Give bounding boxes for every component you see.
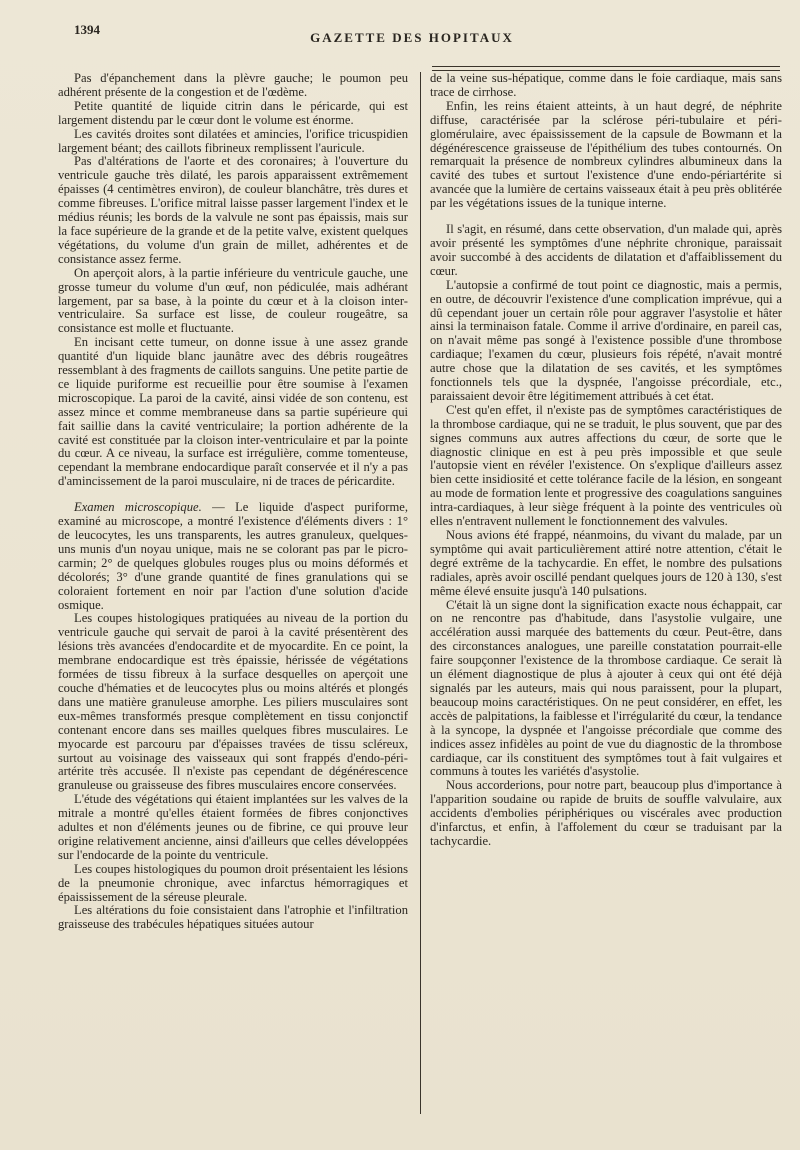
- paragraph-text: — Le liquide d'aspect puriforme, examiné au microscope, a montré l'existence d'éléments divers : 1° de leucocytes, les uns transparents, les autres granuleux, quelques-uns munis d'un noyau unique, mais ne se colorant pas par le picro-carmin; 2° de quelques globules rouges plus ou moins déformés et décolorés; 3° d'une grande quantité de fines granulations qui se coloraient fortement en noir par l'action d'une solution d'acide osmique.: [58, 500, 408, 612]
- paragraph: Petite quantité de liquide citrin dans le péricarde, qui est largement distendu par le cœur dont le volume est énorme.: [58, 98, 408, 127]
- paragraph: de la veine sus-hépatique, comme dans le foie cardiaque, mais sans trace de cirrhose.: [430, 71, 782, 99]
- paragraph: L'autopsie a confirmé de tout point ce diagnostic, mais a permis, en outre, de découvrir l'existence d'une complication imprévue, qui a dû cependant jouer un certain rôle pour aggraver l'asystolie et hâter ainsi la terminaison fatale. Comme il arrive d'ordinaire, en pareil cas, on n'avait même pas songé à l'existence possible d'une thrombose cardiaque; l'examen du cœur, plusieurs fois répété, n'avait montré autre chose que la dilatation de ses cavités, et les symptômes fonctionnels tels que la dyspnée, l'angoisse précordiale, etc., paraissaient devoir être légitimement attribués à cet état.: [430, 277, 782, 403]
- paragraph: On aperçoit alors, à la partie inférieure du ventricule gauche, une grosse tumeur du volume d'un œuf, non pédiculée, mais adhérant largement, par sa base, à la pointe du cœur et à la cloison inter-ventriculaire. Sa surface est lisse, de couleur rougeâtre, sa consistance est molle et fluctuante.: [58, 265, 408, 336]
- paragraph-microscopic-exam: [58, 501, 408, 612]
- paragraph: Nous avions été frappé, néanmoins, du vivant du malade, par un symptôme qui avait particulièrement attiré notre attention, c'était le degré extrême de la tachycardie. En effet, le nombre des pulsations radiales, après avoir oscillé pendant quelques jours de 120 à 130, s'est même élevé ensuite jusqu'à 140 pulsations.: [430, 528, 782, 598]
- paragraph: Enfin, les reins étaient atteints, à un haut degré, de néphrite diffuse, caractérisée par la sclérose péri-tubulaire et péri-glomérulaire, avec épaississement de la capsule de Bowmann et la dégénérescence graisseuse de l'épithélium des tubes contournés. On remarquait la présence de nombreux cylindres albumineux dans la cavité des tubes et surtout l'existence d'une endo-périartérite si avancée que la lumière de certains vaisseaux était à peu près oblitérée par les végétations issues de la tunique interne.: [430, 98, 782, 211]
- header-rule: [432, 66, 780, 67]
- left-column: [58, 72, 408, 932]
- paragraph: Pas d'épanchement dans la plèvre gauche; le poumon peu adhérent présente de la congestion et de l'œdème.: [58, 71, 408, 99]
- paragraph: Les altérations du foie consistaient dans l'atrophie et l'infiltration graisseuse des trabécules hépatiques situées autour: [58, 903, 408, 932]
- paragraph: Il s'agit, en résumé, dans cette observation, d'un malade qui, après avoir présenté les symptômes d'une néphrite chronique, paraissait avoir succombé à des accidents de dilatation et d'affaiblissement du cœur.: [430, 222, 782, 278]
- column-divider: [420, 72, 421, 1114]
- page-number: 1394: [74, 22, 100, 37]
- paragraph: L'étude des végétations qui étaient implantées sur les valves de la mitrale a montré qu'elles étaient formées de fibres conjonctives adultes et non d'éléments jeunes ou de fibrine, ce qui prouve leur origine relativement ancienne, ainsi d'ailleurs que celles développées sur l'endocarde de la pointe du ventricule.: [58, 792, 408, 862]
- right-column: [430, 72, 782, 849]
- page-header: [44, 22, 780, 50]
- paragraph: En incisant cette tumeur, on donne issue à une assez grande quantité d'un liquide blanc jaunâtre avec des débris rougeâtres ressemblant à des fragments de caillots sanguins. Une petite partie de ce liquide puriforme est recueillie pour être soumise à l'examen microscopique. La paroi de la cavité, ainsi vidée de son contenu, est assez mince et comme membraneuse dans sa partie supérieure qui fait saillie dans la cavité ventriculaire; la portion adhérente de la cavité est constituée par la cloison inter-ventriculaire et par la pointe du cœur. A ce niveau, la surface est irrégulière, comme tomenteuse, cependant la membrane endocardique paraît conservée et il n'y a pas d'amincissement de la paroi musculaire, ni de traces de péricardite.: [58, 335, 408, 489]
- section-lead: Examen microscopique.: [74, 500, 202, 515]
- running-title: GAZETTE DES HOPITAUX: [310, 30, 514, 45]
- paragraph: Les coupes histologiques pratiquées au niveau de la portion du ventricule gauche qui servait de paroi à la cavité présentèrent des lésions très avancées d'endocardite et de myocardite. En ce point, la membrane endocardique est très épaissie, hérissée de végétations formées de tissu fibreux à la surface desquelles on aperçoit une couche d'hématies et de leucocytes plus ou moins altérés et plongés dans une matière granuleuse amorphe. Les piliers musculaires sont eux-mêmes transformés presque complètement en tissu conjonctif contenant encore dans ses mailles quelques fibres musculaires. Le myocarde est parcouru par d'épaisses travées de tissu scléreux, surtout au voisinage des vaisseaux qui sont frappés d'endo-péri-artérite très accusée. Il n'existe pas cependant de dégénérescence granuleuse ou graisseuse des fibres musculaires encore conservées.: [58, 611, 408, 793]
- paragraph: Pas d'altérations de l'aorte et des coronaires; à l'ouverture du ventricule gauche très dilaté, les parois apparaissent extrêmement épaisses (4 centimètres environ), de couleur blanchâtre, très dures et comme fibreuses. L'orifice mitral laisse passer largement l'index et le médius réunis; les bords de la valvule ne sont pas épaissis, mais sur la face supérieure de la grande et de la petite valve, existent quelques végétations, du volume d'un grain de millet, adhérentes et de consistance assez ferme.: [58, 154, 408, 266]
- paragraph: C'est qu'en effet, il n'existe pas de symptômes caractéristiques de la thrombose cardiaque, qui ne se traduit, le plus souvent, que par des signes communs aux autres affections du cœur, de sorte que le diagnostic clinique en est à peu près impossible et que seule l'autopsie vient en révéler l'existence. On s'explique d'ailleurs assez bien cette insidiosité et cette tolérance facile de la lésion, en songeant au mode de formation lente et progressive des coagulations sanguines intra-cardiaques, à leur siège fréquent à la pointe des ventricules où elles n'entravent nullement le fonctionnement des valvules.: [430, 402, 782, 529]
- paragraph: Nous accorderions, pour notre part, beaucoup plus d'importance à l'apparition soudaine ou rapide de bruits de souffle valvulaire, aux accidents d'embolies périphériques ou viscérales avec production d'infarctus, et enfin, à l'affolement du cœur se traduisant par la tachycardie.: [430, 778, 782, 848]
- paragraph: Les coupes histologiques du poumon droit présentaient les lésions de la pneumonie chronique, avec infarctus hémorragiques et épaississement de la séreuse pleurale.: [58, 861, 408, 904]
- paragraph: C'était là un signe dont la signification exacte nous échappait, car on ne rencontre pas d'habitude, dans l'asystolie vulgaire, une accélération aussi marquée des battements du cœur. Peut-être, dans des circonstances analogues, une pareille constatation pourrait-elle faire soupçonner l'existence de la thrombose cardiaque. Ce serait là un élément diagnostique de plus à ajouter à ceux qui ont été déjà signalés par les auteurs, mais qui nous paraissent, pour la plupart, beaucoup moins caractéristiques. On ne peut considérer, en effet, les accès de palpitations, la faiblesse et l'irrégularité du cœur, la tendance à la syncope, la dyspnée et l'angoisse précordiale que comme des indices assez infidèles au point de vue du diagnostic de la thrombose cardiaque, car ils constituent des symptômes tout à fait vulgaires et communs à toutes les variétés d'asystolie.: [430, 597, 782, 779]
- paragraph: Les cavités droites sont dilatées et amincies, l'orifice tricuspidien largement béant; des caillots fibrineux remplissent l'auricule.: [58, 126, 408, 155]
